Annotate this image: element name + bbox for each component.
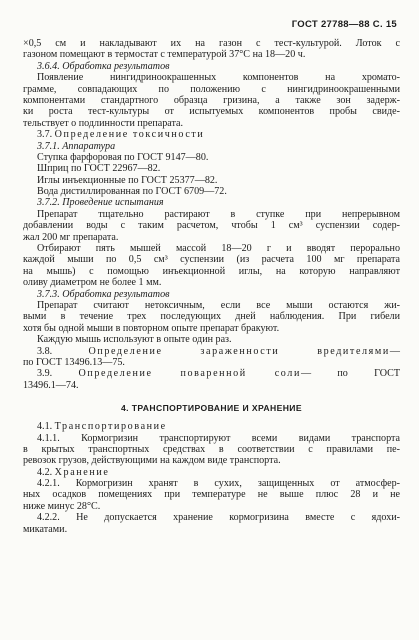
text-line: ниже минус 28°С. xyxy=(23,500,101,512)
running-header: ГОСТ 27788—88 С. 15 xyxy=(291,19,397,30)
text-line: жал 200 мг препарата. xyxy=(23,231,119,243)
text-line: 4.2.2. Не допускается хранение кормогризина вместе с ядохи- xyxy=(37,512,400,524)
text-line: микатами. xyxy=(23,523,68,535)
text-line: ных осадков помещениях при температуре не выше плюс 28 и не xyxy=(23,489,400,501)
text-line: ревозок грузов, действующими на каждом виде транспорта. xyxy=(23,455,281,467)
text-line: Отбирают пять мышей массой 18—20 г и вводят перорально xyxy=(37,243,400,255)
text-line: Вода дистиллированная по ГОСТ 6709—72. xyxy=(37,186,227,198)
text-line: Препарат тщательно растирают в ступке при непрерывном xyxy=(37,208,400,220)
text-line: Препарат считают нетоксичным, если все мыши остаются жи- xyxy=(37,299,400,311)
text-line: по ГОСТ 13496.13—75. xyxy=(23,356,125,368)
section-heading: 4.2. Хранение xyxy=(37,466,110,478)
document-body xyxy=(23,38,400,535)
subsection-heading: 3.6.4. Обработка результатов xyxy=(37,60,170,72)
section-heading: 4.1. Транспортирование xyxy=(37,421,167,433)
text-line: газоном помещают в термостат с температурой 37°С на 18—20 ч. xyxy=(23,49,306,61)
chapter-heading: 4. ТРАНСПОРТИРОВАНИЕ И ХРАНЕНИЕ xyxy=(120,403,303,414)
text-line: ки роста тест-культуры от испытуемых компонентов пробы свиде- xyxy=(23,106,400,118)
text-line: Иглы инъекционные по ГОСТ 25377—82. xyxy=(37,174,218,186)
text-line: тельствует о подлинности препарата. xyxy=(23,117,184,129)
text-line: Шприц по ГОСТ 22967—82. xyxy=(37,163,161,175)
subsection-heading: 3.7.1. Аппаратура xyxy=(37,140,116,152)
text-line: Ступка фарфоровая по ГОСТ 9147—80. xyxy=(37,151,209,163)
text-line: компонентами стандартного образца гризина, а также зон задерж- xyxy=(23,94,400,106)
subsection-heading: 3.7.2. Проведение испытания xyxy=(37,197,164,209)
text-line: Каждую мышь используют в опыте один раз. xyxy=(37,334,232,346)
text-line: 4.2.1. Кормогризин хранят в сухих, защищенных от атмосфер- xyxy=(37,478,400,490)
text-line: 4.1.1. Кормогризин транспортируют всеми видами транспорта xyxy=(37,432,400,444)
section-heading: 3.9. Определение поваренной соли— по ГОСТ xyxy=(37,368,401,380)
text-line: каждой мыши по 0,5 см³ суспензии (из расчета 100 мг препарата xyxy=(23,254,400,266)
text-line: Появление нингидриноокрашенных компонентов на хромато- xyxy=(37,72,400,84)
text-line: в крытых транспортных средствах в соответствии с правилами пе- xyxy=(23,443,400,455)
text-line: хотя бы одной мыши в повторном опыте препарат бракуют. xyxy=(23,322,280,334)
text-line: выми в течение трех последующих дней наблюдения. При гибели xyxy=(23,311,400,323)
text-line: оливу диаметром не более 1 мм. xyxy=(23,277,162,289)
section-heading: 3.7. Определение токсичности xyxy=(37,129,205,141)
section-heading: 3.8. Определение зараженности вредителями— xyxy=(37,345,400,357)
text-line: 13496.1—74. xyxy=(23,379,79,391)
text-line: ×0,5 см и накладывают их на газон с тест-культурой. Лоток с xyxy=(23,38,400,49)
text-line: на мышь) с помощью инъекционной иглы, на которую направляют xyxy=(23,265,400,277)
text-line: грамме, совпадающих по положению с нингидриноокрашенными xyxy=(23,83,400,95)
text-line: добавлении воды с таким расчетом, чтобы 1 см³ суспензии содер- xyxy=(23,220,400,232)
subsection-heading: 3.7.3. Обработка результатов xyxy=(37,288,170,300)
